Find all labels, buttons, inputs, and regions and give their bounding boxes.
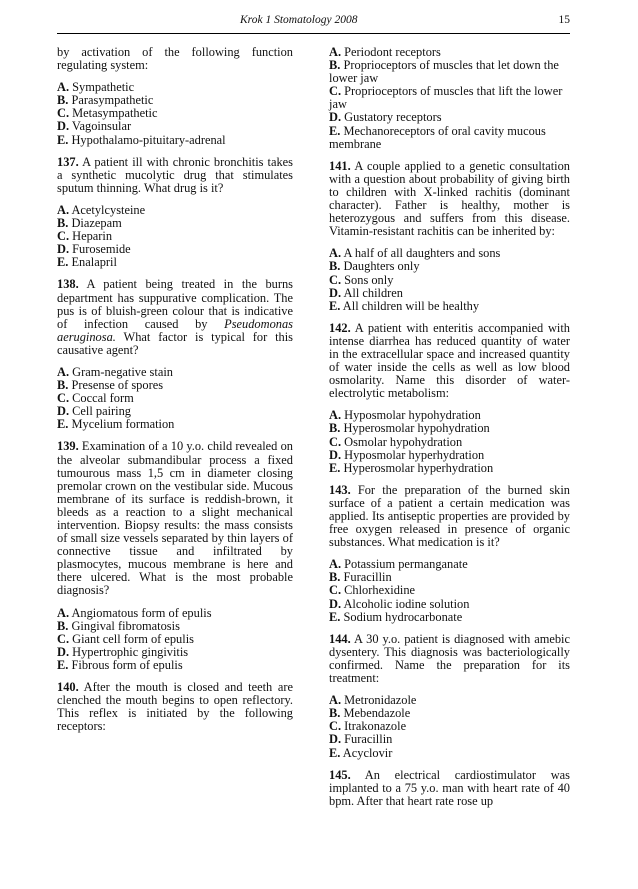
answer-option: B. Parasympathetic: [57, 93, 154, 108]
answer-option: B. Presense of spores: [57, 378, 164, 393]
answer-option: D. Hyposmolar hyperhydration: [329, 447, 485, 462]
question-144: 144. A 30 y.o. patient is diagnosed with amebic dysentery. This diagnosis was bacteriologically confirmed. Name the preparation for its treatment:: [329, 631, 570, 686]
answer-option: E. Fibrous form of epulis: [57, 657, 183, 672]
page-header: [0, 14, 638, 30]
answer-option: E. Enalapril: [57, 255, 117, 270]
answer-option: E. Acyclovir: [329, 745, 393, 760]
answer-option: A. Hyposmolar hypohydration: [329, 408, 481, 423]
answer-option: A. Potassium permanganate: [329, 557, 468, 572]
answer-option: C. Sons only: [329, 272, 394, 287]
question-142: 142. A patient with enteritis accompanied with intense diarrhea has reduced quantity of water in the extracellular space and increased quantity of water inside the cells as well as low blood osmolarity. Name this disorder of water-electrolytic metabolism:: [329, 320, 570, 401]
answer-option: C. Giant cell form of epulis: [57, 631, 194, 646]
answer-option: D. Gustatory receptors: [329, 110, 442, 125]
answer-option: A. Metronidazole: [329, 693, 417, 708]
answer-option: E. Mycelium formation: [57, 417, 175, 432]
options-140: [329, 46, 570, 151]
question-139: 139. Examination of a 10 y.o. child revealed on the alveolar submandibular process a fixed tumourous mass 1,5 cm in diameter closing premolar crown on the vestibular side. Mucous membrane of its surface is reddish-brown, it bleeds as a reaction to a slight mechanical intervention. Biopsy results: the mass consists of small size vessels separated by thin layers of connective tissue and infiltrated by plasmocytes, mucous membrane is here and there ulcered. What is the most probable diagnosis?: [57, 439, 293, 598]
question-137: 137. A patient ill with chronic bronchitis takes a synthetic mucolytic drug that stimulates sputum thinning. What drug is it?: [57, 154, 293, 195]
answer-option: D. Furosemide: [57, 242, 131, 257]
options-137: [57, 204, 293, 269]
intro-options: [57, 81, 293, 146]
answer-option: B. Gingival fibromatosis: [57, 618, 180, 633]
page-number: 15: [558, 14, 570, 26]
answer-option: D. Vagoinsular: [57, 119, 132, 134]
options-141: [329, 247, 570, 312]
answer-option: B. Mebendazole: [329, 706, 411, 721]
answer-option: D. Hypertrophic gingivitis: [57, 644, 189, 659]
answer-option: B. Furacillin: [329, 570, 392, 585]
answer-option: E. Mechanoreceptors of oral cavity mucous membrane: [329, 123, 546, 151]
answer-option: E. Sodium hydrocarbonate: [329, 609, 463, 624]
left-column: [57, 46, 293, 742]
question-intro: by activation of the following function regulating system:: [57, 45, 293, 73]
answer-option: A. Angiomatous form of epulis: [57, 605, 212, 620]
answer-option: D. Alcoholic iodine solution: [329, 596, 470, 611]
question-145: 145. An electrical cardiostimulator was implanted to a 75 y.o. man with heart rate of 40 bpm. After that heart rate rose up: [329, 767, 570, 808]
answer-option: E. Hypothalamo-pituitary-adrenal: [57, 132, 226, 147]
answer-option: D. All children: [329, 285, 403, 300]
options-139: [57, 607, 293, 672]
options-142: [329, 409, 570, 474]
answer-option: B. Hyperosmolar hypohydration: [329, 421, 490, 436]
answer-option: B. Daughters only: [329, 259, 420, 274]
answer-option: A. Periodont receptors: [329, 45, 441, 59]
answer-option: B. Diazepam: [57, 216, 122, 231]
answer-option: A. Sympathetic: [57, 80, 135, 95]
answer-option: C. Heparin: [57, 229, 113, 244]
options-144: [329, 694, 570, 759]
answer-option: C. Metasympathetic: [57, 106, 158, 121]
running-title: Krok 1 Stomatology 2008: [240, 14, 358, 26]
answer-option: D. Cell pairing: [57, 404, 131, 419]
right-column: [329, 46, 570, 817]
answer-option: A. Gram-negative stain: [57, 364, 173, 379]
question-143: 143. For the preparation of the burned skin surface of a patient a certain medication was applied. Its antiseptic properties are provided by free oxygen released in presence of organic substances. What medication is it?: [329, 482, 570, 550]
answer-option: E. All children will be healthy: [329, 298, 480, 313]
answer-option: C. Osmolar hypohydration: [329, 434, 463, 449]
answer-option: C. Chlorhexidine: [329, 583, 416, 598]
answer-option: C. Coccal form: [57, 391, 134, 406]
answer-option: E. Hyperosmolar hyperhydration: [329, 460, 494, 475]
answer-option: D. Furacillin: [329, 732, 393, 747]
question-141: 141. A couple applied to a genetic consultation with a question about probability of giving birth to children with X-linked rachitis (dominant character). Father is healthy, mother is heterozygous and suffers from this disease. Vitamin-resistant rachitis can be inherited by:: [329, 158, 571, 239]
answer-option: C. Proprioceptors of muscles that lift the lower jaw: [329, 84, 563, 112]
options-143: [329, 558, 570, 623]
answer-option: B. Proprioceptors of muscles that let down the lower jaw: [329, 58, 559, 86]
answer-option: C. Itrakonazole: [329, 719, 407, 734]
answer-option: A. A half of all daughters and sons: [329, 246, 501, 261]
question-140: 140. After the mouth is closed and teeth are clenched the mouth begins to open reflectory. This reflex is initiated by the following receptors:: [57, 680, 293, 734]
header-rule: [57, 33, 570, 34]
options-138: [57, 366, 293, 431]
question-138: 138. A patient being treated in the burns department has suppurative complication. The pus is of bluish-green colour that is indicative of infection caused by Pseudomonas aeruginosa. What factor is typical for this causative agent?: [57, 277, 294, 357]
answer-option: A. Acetylcysteine: [57, 202, 146, 217]
